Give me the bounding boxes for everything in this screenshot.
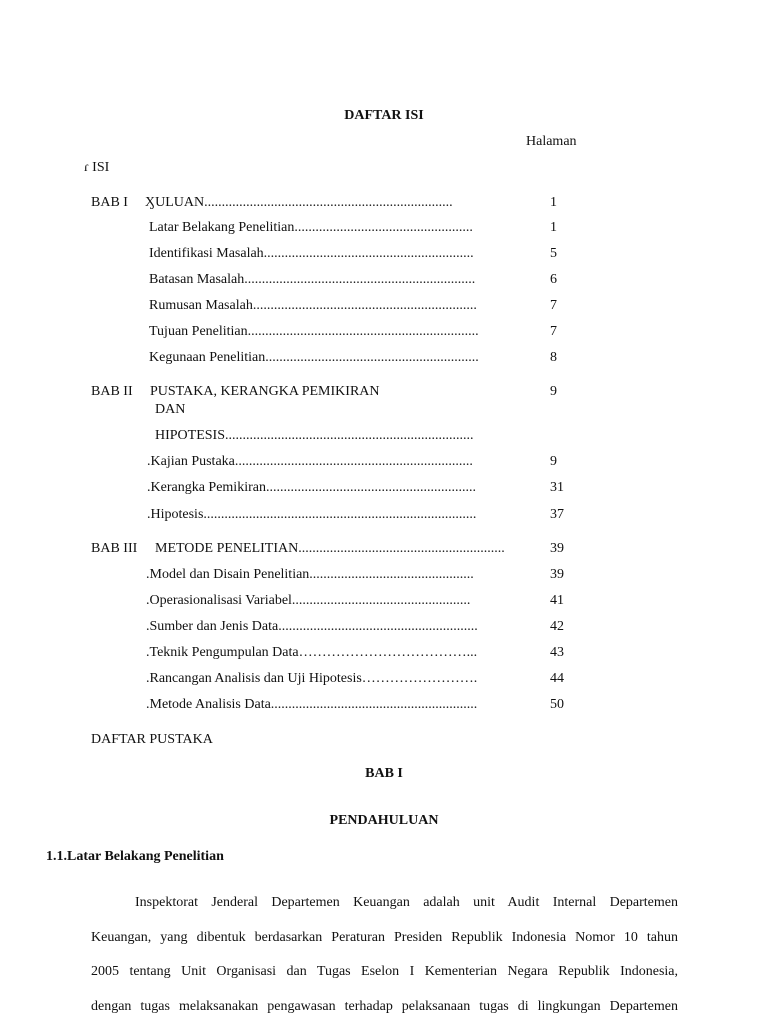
section-heading: 1.1.Latar Belakang Penelitian bbox=[46, 849, 224, 864]
toc-item: .Rancangan Analisis dan Uji Hipotesis……………………. bbox=[146, 671, 478, 686]
toc-title: DAFTAR ISI bbox=[344, 108, 424, 123]
paragraph-line: dengan tugas melaksanakan pengawasan terhadap pelaksanaan tugas di lingkungan Departemen bbox=[91, 999, 678, 1014]
paragraph-line: 2005 tentang Unit Organisasi dan Tugas Eselon I Kementerian Negara Republik Indonesia, bbox=[91, 964, 678, 979]
toc-item-page: 8 bbox=[550, 350, 557, 365]
toc-bab2-label: BAB II bbox=[91, 384, 133, 399]
toc-item-page: 43 bbox=[550, 645, 564, 660]
toc-bab1-title: ӼULUAN....................................................................... bbox=[145, 195, 453, 210]
toc-item: .Metode Analisis Data........................................................... bbox=[146, 697, 478, 712]
toc-item-page: 50 bbox=[550, 697, 564, 712]
chapter-title: PENDAHULUAN bbox=[329, 813, 439, 828]
toc-bab2-title-line2: DAN bbox=[155, 402, 186, 417]
toc-item-page: 37 bbox=[550, 507, 564, 522]
toc-item: Rumusan Masalah................................................................ bbox=[149, 298, 477, 313]
toc-item-page: 7 bbox=[550, 324, 557, 339]
toc-item-page: 7 bbox=[550, 298, 557, 313]
toc-bab2-title-line1: PUSTAKA, KERANGKA PEMIKIRAN bbox=[150, 384, 380, 399]
toc-item-page: 41 bbox=[550, 593, 564, 608]
toc-bab3-page: 39 bbox=[550, 541, 564, 556]
toc-item-page: 39 bbox=[550, 567, 564, 582]
toc-item-page: 5 bbox=[550, 246, 557, 261]
toc-entry-daftar-isi: ɾ ISI bbox=[84, 160, 110, 175]
toc-item-page: 1 bbox=[550, 220, 557, 235]
toc-item: Latar Belakang Penelitian................................................... bbox=[149, 220, 473, 235]
toc-item: Identifikasi Masalah............................................................ bbox=[149, 246, 474, 261]
toc-item: .Teknik Pengumpulan Data………………………………... bbox=[146, 645, 478, 660]
toc-item: Batasan Masalah.................................................................. bbox=[149, 272, 476, 287]
toc-bab3-title: METODE PENELITIAN........................................................... bbox=[155, 541, 505, 556]
toc-item-page: 31 bbox=[550, 480, 564, 495]
toc-item: Kegunaan Penelitian............................................................. bbox=[149, 350, 479, 365]
toc-item-page: 9 bbox=[550, 454, 557, 469]
paragraph-line: Keuangan, yang dibentuk berdasarkan Peraturan Presiden Republik Indonesia Nomor 10 tahun bbox=[91, 930, 678, 945]
toc-bab1-label: BAB I bbox=[91, 195, 128, 210]
toc-bab2-page: 9 bbox=[550, 384, 557, 399]
toc-bab1-page: 1 bbox=[550, 195, 557, 210]
toc-item: .Kerangka Pemikiran............................................................ bbox=[147, 480, 476, 495]
toc-item: .Model dan Disain Penelitian............................................... bbox=[146, 567, 474, 582]
toc-bab2-title-line3: HIPOTESIS....................................................................... bbox=[155, 428, 474, 443]
toc-item-page: 44 bbox=[550, 671, 564, 686]
toc-daftar-pustaka: DAFTAR PUSTAKA bbox=[91, 732, 213, 747]
toc-item: .Kajian Pustaka.................................................................... bbox=[147, 454, 473, 469]
toc-item: Tujuan Penelitian.................................................................. bbox=[149, 324, 479, 339]
toc-item: .Operasionalisasi Variabel................................................... bbox=[146, 593, 471, 608]
toc-item-page: 42 bbox=[550, 619, 564, 634]
toc-item: .Hipotesis.............................................................................. bbox=[147, 507, 477, 522]
toc-bab3-label: BAB III bbox=[91, 541, 138, 556]
paragraph-line: Inspektorat Jenderal Departemen Keuangan adalah unit Audit Internal Departemen bbox=[135, 895, 678, 910]
toc-item-page: 6 bbox=[550, 272, 557, 287]
toc-item: .Sumber dan Jenis Data......................................................... bbox=[146, 619, 478, 634]
toc-page-header: Halaman bbox=[526, 134, 577, 149]
chapter-label: BAB I bbox=[365, 766, 403, 781]
